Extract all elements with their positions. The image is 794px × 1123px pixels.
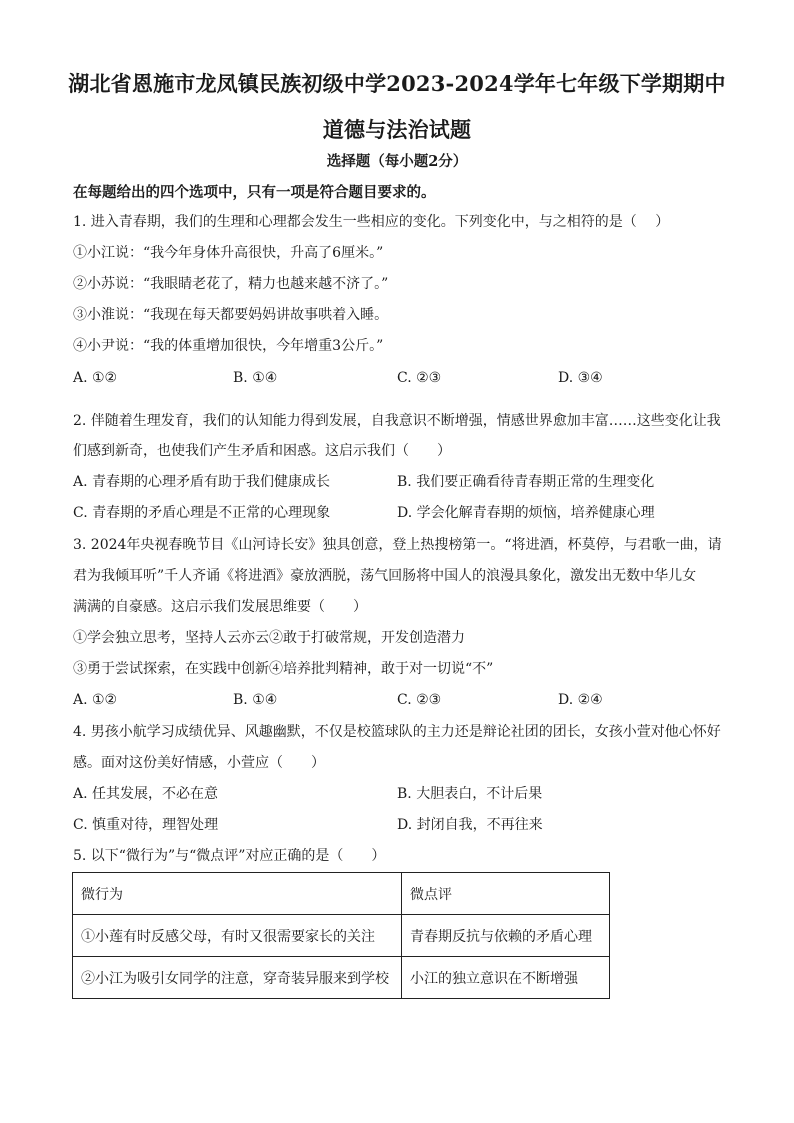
- q3-stem-line2: 君为我倾耳听”千人齐诵《将进酒》豪放洒脱，荡气回肠将中国人的浪漫具象化，激发出无数中华儿女: [73, 568, 697, 584]
- q5-table: [72, 872, 610, 999]
- q3-statement-1: ①学会独立思考，坚持人云亦云②敢于打破常规，开发创造潜力: [73, 630, 465, 646]
- table-header-cell: 微行为: [73, 873, 402, 915]
- table-header-row: [73, 873, 610, 915]
- table-row: [73, 957, 610, 999]
- q2-option-a: A. 青春期的心理矛盾有助于我们健康成长: [73, 474, 331, 490]
- q4-stem-line2: 感。面对这份美好情感，小萱应（ ）: [73, 755, 325, 771]
- table-cell: ①小莲有时反感父母，有时又很需要家长的关注: [73, 915, 402, 957]
- section-heading: 选择题（每小题2分）: [326, 153, 468, 170]
- q4-option-c: C. 慎重对待，理智处理: [73, 817, 219, 833]
- exam-title-line1: 湖北省恩施市龙凤镇民族初级中学2023-2024学年七年级下学期期中: [68, 71, 726, 96]
- q5-stem: 5. 以下“微行为”与“微点评”对应正确的是（ ）: [73, 848, 386, 864]
- q2-stem-line1: 2. 伴随着生理发育，我们的认知能力得到发展，自我意识不断增强，情感世界愈加丰富……这些变化让我: [73, 413, 721, 429]
- q1-option-a: A. ①②: [73, 370, 118, 386]
- q2-option-d: D. 学会化解青春期的烦恼，培养健康心理: [397, 505, 655, 521]
- q3-stem-line1: 3. 2024年央视春晚节目《山河诗长安》独具创意，登上热搜榜第一。“将进酒，杯莫停，与君歌一曲，请: [73, 537, 722, 553]
- q1-option-b: B. ①④: [233, 370, 278, 386]
- q3-stem-line3: 满满的自豪感。这启示我们发展思维要（ ）: [73, 599, 367, 615]
- q1-option-d: D. ③④: [558, 370, 603, 386]
- q2-option-c: C. 青春期的矛盾心理是不正常的心理现象: [73, 505, 331, 521]
- table-cell: ②小江为吸引女同学的注意，穿奇装异服来到学校: [73, 957, 402, 999]
- q2-stem-line2: 们感到新奇，也使我们产生矛盾和困惑。这启示我们（ ）: [73, 443, 451, 459]
- q1-statement-3: ③小淮说：“我现在每天都要妈妈讲故事哄着入睡。: [73, 307, 389, 323]
- table-cell: 小江的独立意识在不断增强: [402, 957, 610, 999]
- q1-option-c: C. ②③: [397, 370, 442, 386]
- q3-option-a: A. ①②: [73, 692, 118, 708]
- q3-option-b: B. ①④: [233, 692, 278, 708]
- q4-stem-line1: 4. 男孩小航学习成绩优异、风趣幽默，不仅是校篮球队的主力还是辩论社团的团长，女孩小萱对他心怀好: [73, 724, 721, 740]
- q1-stem: 1. 进入青春期，我们的生理和心理都会发生一些相应的变化。下列变化中，与之相符的是（ ）: [73, 214, 670, 230]
- table-header-cell: 微点评: [402, 873, 610, 915]
- exam-title-line2: 道德与法治试题: [322, 117, 472, 142]
- q2-option-b: B. 我们要正确看待青春期正常的生理变化: [397, 474, 655, 490]
- table-cell: 青春期反抗与依赖的矛盾心理: [402, 915, 610, 957]
- q3-statement-2: ③勇于尝试探索，在实践中创新④培养批判精神，敢于对一切说“不”: [73, 661, 494, 677]
- q4-option-d: D. 封闭自我，不再往来: [397, 817, 543, 833]
- table-row: [73, 915, 610, 957]
- q4-option-a: A. 任其发展，不必在意: [73, 786, 219, 802]
- instruction-text: 在每题给出的四个选项中，只有一项是符合题目要求的。: [73, 184, 436, 201]
- q3-option-c: C. ②③: [397, 692, 442, 708]
- q4-option-b: B. 大胆表白，不计后果: [397, 786, 543, 802]
- q1-statement-4: ④小尹说：“我的体重增加很快，今年增重3公斤。”: [73, 338, 384, 354]
- q3-option-d: D. ②④: [558, 692, 603, 708]
- q1-statement-1: ①小江说：“我今年身体升高很快，升高了6厘米。”: [73, 245, 384, 261]
- q1-statement-2: ②小苏说：“我眼睛老花了，精力也越来越不济了。”: [73, 276, 389, 292]
